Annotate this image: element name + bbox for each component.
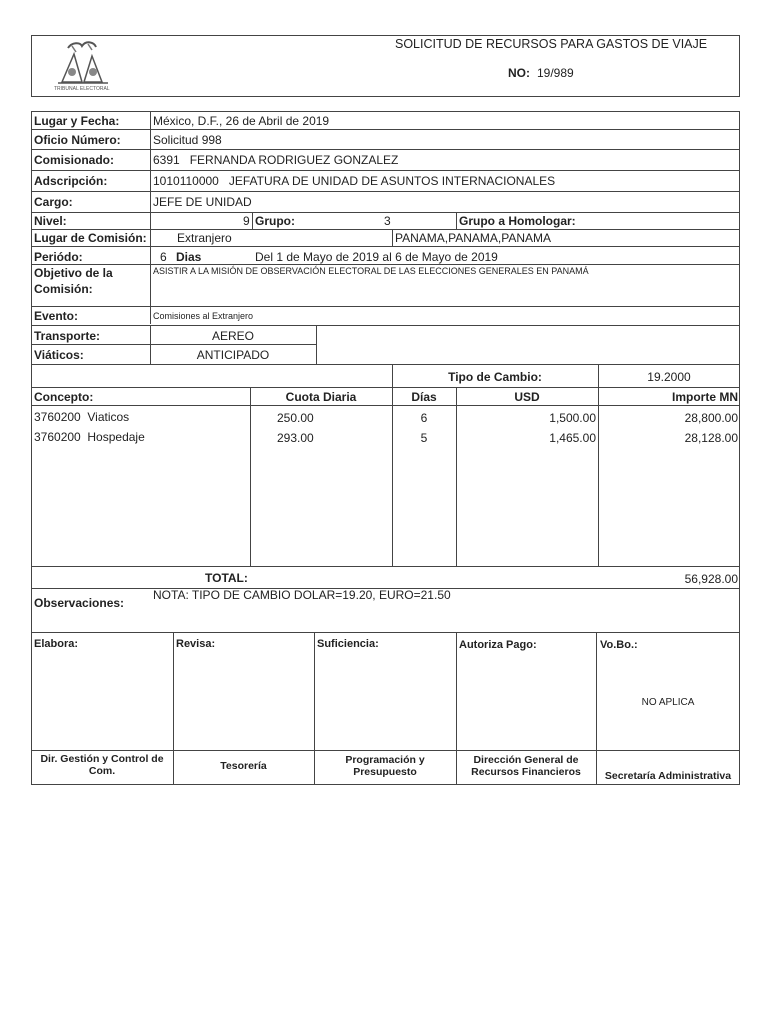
concepto-header: Concepto: xyxy=(34,390,94,404)
form-number-label: NO: xyxy=(508,66,530,80)
institution-logo xyxy=(52,38,124,92)
suficiencia-label: Suficiencia: xyxy=(317,638,379,650)
institution-name: TRIBUNAL ELECTORAL xyxy=(54,86,110,92)
form-title: SOLICITUD DE RECURSOS PARA GASTOS DE VIAJE xyxy=(395,37,708,51)
row-dias: 6 xyxy=(420,411,428,425)
cargo-label: Cargo: xyxy=(34,195,73,209)
adscripcion-value: 1010110000 JEFATURA DE UNIDAD DE ASUNTOS INTERNACIONALES xyxy=(153,174,556,188)
lugar-comision-value: Extranjero xyxy=(177,231,232,245)
programacion-signer: Programación y Presupuesto xyxy=(345,754,425,778)
row-importe: 28,128.00 xyxy=(684,431,738,445)
objetivo-label-2: Comisión: xyxy=(34,282,93,296)
lugar-fecha-value: México, D.F., 26 de Abril de 2019 xyxy=(153,114,330,128)
row-concepto: 3760200 Viaticos xyxy=(34,410,130,424)
periodo-days: 6 xyxy=(160,250,167,264)
usd-header: USD xyxy=(514,390,540,404)
dias-header: Días xyxy=(411,390,437,404)
adscripcion-label: Adscripción: xyxy=(34,174,108,188)
objetivo-value: ASISTIR A LA MISIÓN DE OBSERVACIÓN ELECTORAL DE LAS ELECCIONES GENERALES EN PANAMÁ xyxy=(153,266,589,276)
total-label: TOTAL: xyxy=(205,571,248,585)
autoriza-pago-label: Autoriza Pago: xyxy=(459,639,537,651)
observaciones-label: Observaciones: xyxy=(34,596,125,610)
observaciones-note: NOTA: TIPO DE CAMBIO DOLAR=19.20, EURO=21.50 xyxy=(153,588,451,602)
comisionado-value: 6391 FERNANDA RODRIGUEZ GONZALEZ xyxy=(153,153,399,167)
row-importe: 28,800.00 xyxy=(684,411,738,425)
oficio-label: Oficio Número: xyxy=(34,133,121,147)
row-dias: 5 xyxy=(420,431,428,445)
nivel-label: Nivel: xyxy=(34,214,67,228)
row-usd: 1,465.00 xyxy=(549,431,596,445)
tipo-cambio-label: Tipo de Cambio: xyxy=(448,370,542,384)
row-cuota: 250.00 xyxy=(277,411,314,425)
tipo-cambio-value: 19.2000 xyxy=(647,370,691,384)
lugar-fecha-label: Lugar y Fecha: xyxy=(34,114,120,128)
transporte-value: AEREO xyxy=(211,329,254,343)
destino-value: PANAMA,PANAMA,PANAMA xyxy=(395,231,552,245)
row-usd: 1,500.00 xyxy=(549,411,596,425)
periodo-label: Periódo: xyxy=(34,250,83,264)
grupo-value: 3 xyxy=(384,214,391,228)
nivel-value: 9 xyxy=(243,214,250,228)
vobo-label: Vo.Bo.: xyxy=(600,639,638,651)
oficio-value: Solicitud 998 xyxy=(153,133,222,147)
grupo-label: Grupo: xyxy=(255,214,295,228)
viaticos-value: ANTICIPADO xyxy=(196,348,270,362)
cuota-header: Cuota Diaria xyxy=(285,390,357,404)
revisa-label: Revisa: xyxy=(176,638,216,650)
cargo-value: JEFE DE UNIDAD xyxy=(153,195,252,209)
transporte-label: Transporte: xyxy=(34,329,101,343)
total-value: 56,928.00 xyxy=(684,572,738,586)
comisionado-label: Comisionado: xyxy=(34,153,114,167)
importe-header: Importe MN xyxy=(672,390,738,404)
elabora-label: Elabora: xyxy=(34,638,79,650)
objetivo-label-1: Objetivo de la xyxy=(34,266,113,280)
dir-gestion-signer: Dir. Gestión y Control de Com. xyxy=(40,753,164,777)
grupo-homologar-label: Grupo a Homologar: xyxy=(459,214,576,228)
row-concepto: 3760200 Hospedaje xyxy=(34,430,145,444)
secretaria-signer: Secretaría Administrativa xyxy=(604,770,732,782)
direccion-general-signer: Dirección General de Recursos Financieros xyxy=(471,754,581,778)
row-cuota: 293.00 xyxy=(277,431,314,445)
periodo-days-label: Dias xyxy=(176,250,202,264)
viaticos-label: Viáticos: xyxy=(34,348,84,362)
tesoreria-signer: Tesorería xyxy=(220,760,267,772)
lugar-comision-label: Lugar de Comisión: xyxy=(34,231,147,245)
form-number-value: 19/989 xyxy=(537,66,574,80)
evento-value: Comisiones al Extranjero xyxy=(153,311,254,321)
no-aplica-text: NO APLICA xyxy=(641,697,695,708)
periodo-range: Del 1 de Mayo de 2019 al 6 de Mayo de 2019 xyxy=(255,250,498,264)
evento-label: Evento: xyxy=(34,309,79,323)
